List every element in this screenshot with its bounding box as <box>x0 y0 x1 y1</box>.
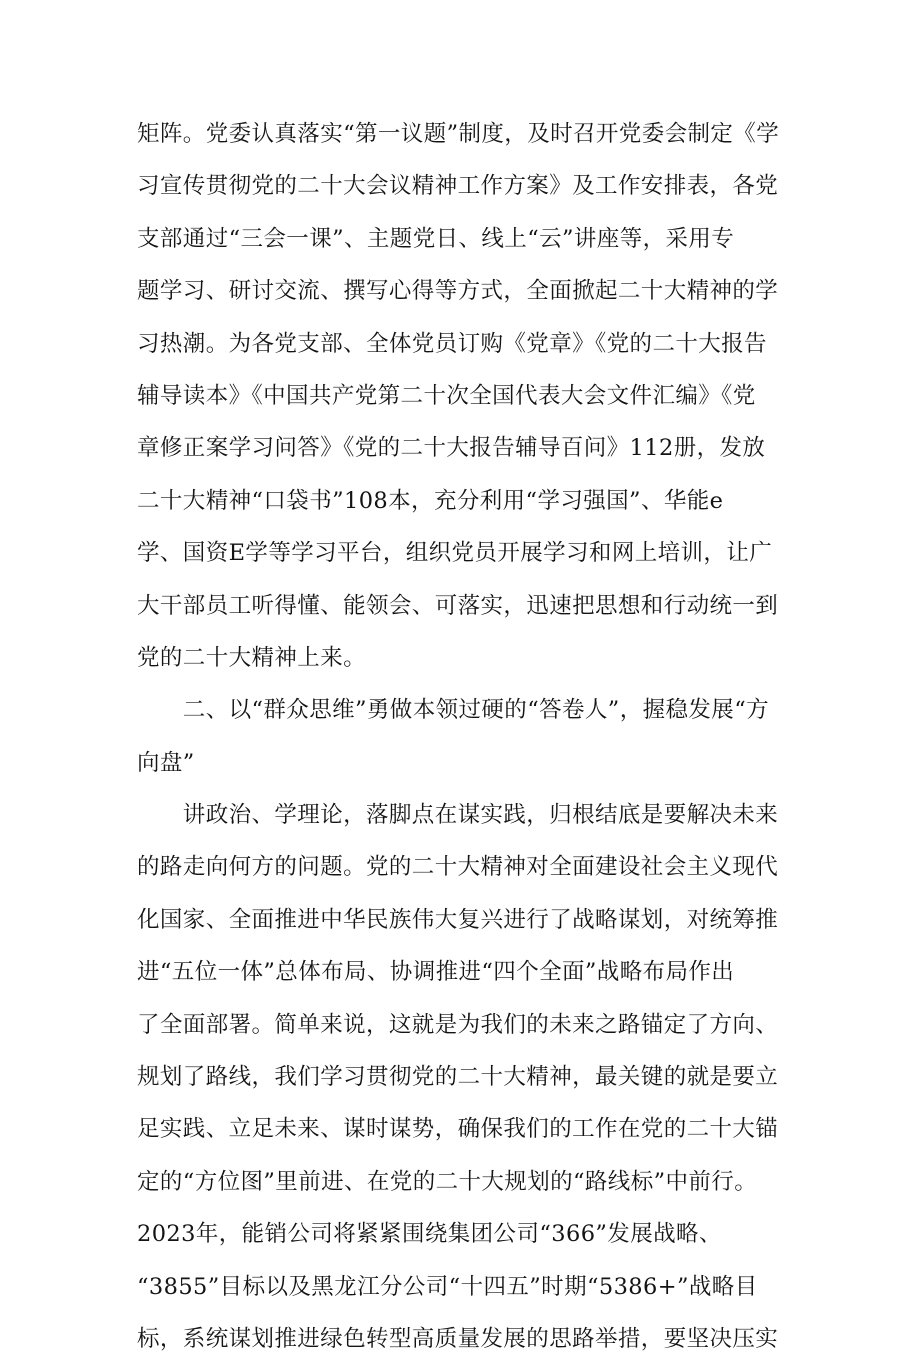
body-line: “3855”目标以及黑龙江分公司“十四五”时期“5386+”战略目 <box>137 1273 758 1300</box>
body-line: 矩阵。党委认真落实“第一议题”制度，及时召开党委会制定《学 <box>137 121 780 147</box>
body-line: 标，系统谋划推进绿色转型高质量发展的思路举措，要坚决压实 <box>137 1325 779 1352</box>
body-line: 辅导读本》《中国共产党第二十次全国代表大会文件汇编》《党 <box>137 382 756 409</box>
body-line: 大干部员工听得懂、能领会、可落实，迅速把思想和行动统一到 <box>137 592 779 619</box>
body-line: 习宣传贯彻党的二十大会议精神工作方案》及工作安排表，各党 <box>137 173 779 200</box>
body-line: 章修正案学习问答》《党的二十大报告辅导百问》112册，发放 <box>137 435 766 462</box>
body-line: 进“五位一体”总体布局、协调推进“四个全面”战略布局作出 <box>137 959 735 986</box>
section-heading-line: 二、以“群众思维”勇做本领过硬的“答卷人”，握稳发展“方 <box>137 697 770 724</box>
body-line: 习热潮。为各党支部、全体党员订购《党章》《党的二十大报告 <box>137 330 767 357</box>
body-line: 的路走向何方的问题。党的二十大精神对全面建设社会主义现代 <box>137 854 779 881</box>
body-line: 学、国资E学等学习平台，组织党员开展学习和网上培训，让广 <box>137 540 773 567</box>
body-line: 规划了路线，我们学习贯彻党的二十大精神，最关键的就是要立 <box>137 1064 779 1091</box>
body-line: 讲政治、学理论，落脚点在谋实践，归根结底是要解决未来 <box>137 802 779 829</box>
body-line: 2023年，能销公司将紧紧围绕集团公司“366”发展战略、 <box>137 1221 722 1248</box>
body-line: 党的二十大精神上来。 <box>137 644 367 671</box>
body-line: 了全面部署。简单来说，这就是为我们的未来之路锚定了方向、 <box>137 1011 779 1038</box>
body-line: 化国家、全面推进中华民族伟大复兴进行了战略谋划，对统筹推 <box>137 906 779 933</box>
document-body <box>137 108 797 1365</box>
body-line: 定的“方位图”里前进、在党的二十大规划的“路线标”中前行。 <box>137 1168 758 1195</box>
body-line: 足实践、立足未来、谋时谋势，确保我们的工作在党的二十大锚 <box>137 1116 779 1143</box>
body-line: 二十大精神“口袋书”108本，充分利用“学习强国”、华能e <box>137 487 724 514</box>
body-line: 支部通过“三会一课”、主题党日、线上“云”讲座等，采用专 <box>137 225 735 252</box>
body-line: 题学习、研讨交流、撰写心得等方式，全面掀起二十大精神的学 <box>137 278 779 305</box>
section-heading-line: 向盘” <box>137 749 195 776</box>
